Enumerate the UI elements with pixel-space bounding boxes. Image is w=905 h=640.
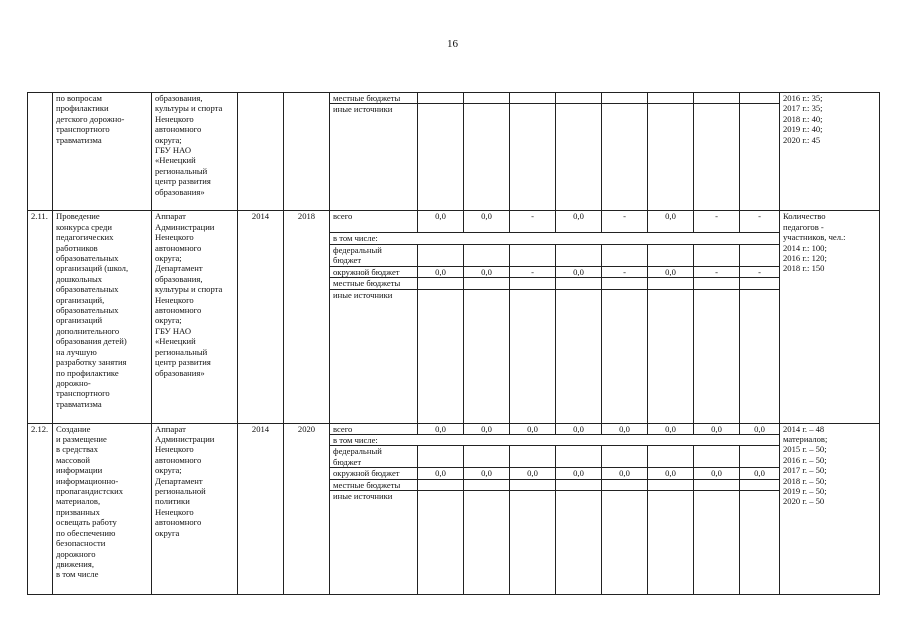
end-year-cell: 2020 <box>284 423 330 595</box>
activity-name-cell: Создание и размещение в средствах массовой информации информационно- пропагандистских материалов, призванных освещать работу по обеспечению безопасности дорожного движения, в том числе <box>53 423 152 595</box>
source-label: иные источники <box>330 289 418 423</box>
source-label: всего <box>330 423 418 434</box>
source-label: федеральный бюджет <box>330 244 418 266</box>
value-cell: 0,0 <box>556 468 602 479</box>
table-row <box>28 93 880 104</box>
table-row <box>28 423 880 434</box>
value-cell: 0,0 <box>648 266 694 277</box>
value-cell: - <box>740 266 780 277</box>
value-cell: 0,0 <box>556 211 602 233</box>
start-year-cell: 2014 <box>238 211 284 423</box>
value-cell: - <box>602 211 648 233</box>
value-cell: 0,0 <box>694 423 740 434</box>
value-cell: - <box>694 266 740 277</box>
value-cell: 0,0 <box>740 468 780 479</box>
source-label: всего <box>330 211 418 233</box>
end-year-cell: 2018 <box>284 211 330 423</box>
executor-cell: образования, культуры и спорта Ненецкого автономного округа; ГБУ НАО «Ненецкий региональный центр развития образования» <box>152 93 238 211</box>
activity-name-cell: по вопросам профилактики детского дорожно- транспортного травматизма <box>53 93 152 211</box>
activity-number-cell <box>28 93 53 211</box>
source-label: местные бюджеты <box>330 278 418 289</box>
value-cell: 0,0 <box>464 423 510 434</box>
value-cell: 0,0 <box>556 423 602 434</box>
value-cell: - <box>510 266 556 277</box>
value-cell: - <box>510 211 556 233</box>
value-cell: - <box>602 266 648 277</box>
value-cell: 0,0 <box>510 468 556 479</box>
program-activities-table <box>27 92 880 595</box>
value-cell: - <box>694 211 740 233</box>
source-label: окружной бюджет <box>330 468 418 479</box>
value-cell: 0,0 <box>510 423 556 434</box>
page-number: 16 <box>447 38 458 50</box>
activity-number-cell: 2.11. <box>28 211 53 423</box>
value-cell: 0,0 <box>602 423 648 434</box>
value-cell: 0,0 <box>648 468 694 479</box>
source-label: федеральный бюджет <box>330 446 418 468</box>
value-cell: 0,0 <box>418 266 464 277</box>
value-cell: 0,0 <box>418 468 464 479</box>
value-cell: - <box>740 211 780 233</box>
activity-name-cell: Проведение конкурса среди педагогических работников образовательных организаций (школ, дошкольных образовательных организаций, образовательных организаций дополнительного образования детей) на лучшую разработку занятия по профилактике дорожно- транспортного травматизма <box>53 211 152 423</box>
source-label: местные бюджеты <box>330 93 418 104</box>
source-label: в том числе: <box>330 233 780 244</box>
activity-number-cell: 2.12. <box>28 423 53 595</box>
start-year-cell <box>238 93 284 211</box>
value-cell: 0,0 <box>602 468 648 479</box>
executor-cell: Аппарат Администрации Ненецкого автономного округа; Департамент региональной политики Ненецкого автономного округа <box>152 423 238 595</box>
source-label: в том числе: <box>330 435 780 446</box>
value-cell: 0,0 <box>418 423 464 434</box>
value-cell: 0,0 <box>694 468 740 479</box>
value-cell: 0,0 <box>648 423 694 434</box>
indicator-cell: 2016 г.: 35; 2017 г.: 35; 2018 г.: 40; 2019 г.: 40; 2020 г.: 45 <box>780 93 880 211</box>
value-cell: 0,0 <box>464 468 510 479</box>
indicator-cell: Количество педагогов - участников, чел.: 2014 г.: 100; 2016 г.: 120; 2018 г.: 150 <box>780 211 880 423</box>
table-row <box>28 211 880 233</box>
value-cell: 0,0 <box>464 211 510 233</box>
source-label: иные источники <box>330 491 418 595</box>
start-year-cell: 2014 <box>238 423 284 595</box>
source-label: окружной бюджет <box>330 266 418 277</box>
source-label: местные бюджеты <box>330 479 418 490</box>
executor-cell: Аппарат Администрации Ненецкого автономного округа; Департамент образования, культуры и спорта Ненецкого автономного округа; ГБУ НАО «Ненецкий региональный центр развития образования» <box>152 211 238 423</box>
value-cell: 0,0 <box>464 266 510 277</box>
indicator-cell: 2014 г. – 48 материалов; 2015 г. – 50; 2016 г. – 50; 2017 г. – 50; 2018 г. – 50; 2019 г. – 50; 2020 г. – 50 <box>780 423 880 595</box>
value-cell: 0,0 <box>418 211 464 233</box>
source-label: иные источники <box>330 104 418 211</box>
end-year-cell <box>284 93 330 211</box>
value-cell: 0,0 <box>648 211 694 233</box>
value-cell: 0,0 <box>740 423 780 434</box>
value-cell: 0,0 <box>556 266 602 277</box>
